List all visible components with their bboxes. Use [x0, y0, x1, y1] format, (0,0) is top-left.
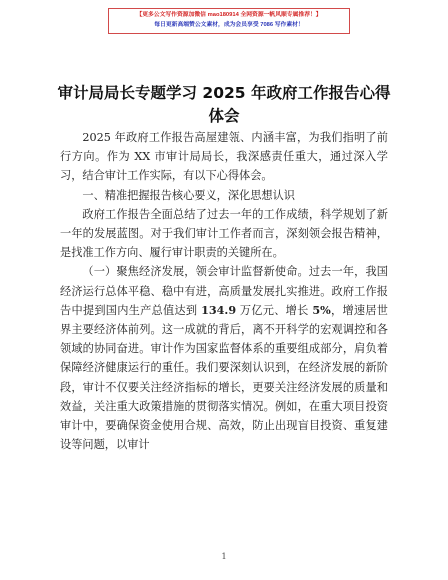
- body-paragraph: 政府工作报告全面总结了过去一年的工作成绩，科学规划了新一年的发展蓝图。对于我们审计工作者而言，深刻领会报告精神，是找准工作方向、履行审计职责的关键所在。: [60, 207, 388, 260]
- banner-line-2: 每日更新高端赞公文素材，成为会员享受 7086 写作素材！: [154, 22, 304, 28]
- paragraph-text: 万亿元、增长: [236, 303, 313, 317]
- body-paragraph-economy: [60, 262, 388, 454]
- growth-rate: 5%: [312, 302, 331, 317]
- promo-banner: [108, 8, 350, 34]
- document-title: 审计局局长专题学习 2025 年政府工作报告心得 体会: [57, 84, 391, 125]
- paragraph-text: （一）聚焦经济发展，领会审计监督新使命。过去一年，我国经济运行总体平稳、稳中有进，高质量发展扎实推进。政府工作报告中提到国内生产总值达到: [60, 265, 388, 317]
- page-number: 1: [221, 552, 227, 561]
- banner-line-1: 【更多公文写作资源加微信 mao180914 全网资源一帆风顺专属推荐！】: [136, 12, 322, 18]
- section-heading: 一、精准把握报告核心要义，深化思想认识: [82, 188, 295, 202]
- paragraph-text: ，增速居世界主要经济体前列。这一成就的背后，离不开科学的宏观调控和各领域的协同奋进。审计作为国家监督体系的重要组成部分，肩负着保障经济健康运行的重任。我们要深刻认识到，在经济发展的新阶段，审计不仅要关注经济指标的增长，更要关注经济发展的质量和效益，关注重大政策措施的贯彻落实情况。例如，在重大项目投资审计中，要确保资金使用合规、高效，防止出现盲目投资、重复建设等问题，以审计: [60, 303, 388, 452]
- intro-paragraph: 2025 年政府工作报告高屋建瓴、内涵丰富，为我们指明了前行方向。作为 XX 市审计局局长，我深感责任重大，通过深入学习，结合审计工作实际，有以下心得体会。: [60, 131, 388, 183]
- gdp-value: 134.9: [201, 302, 237, 317]
- document-body: [60, 128, 388, 454]
